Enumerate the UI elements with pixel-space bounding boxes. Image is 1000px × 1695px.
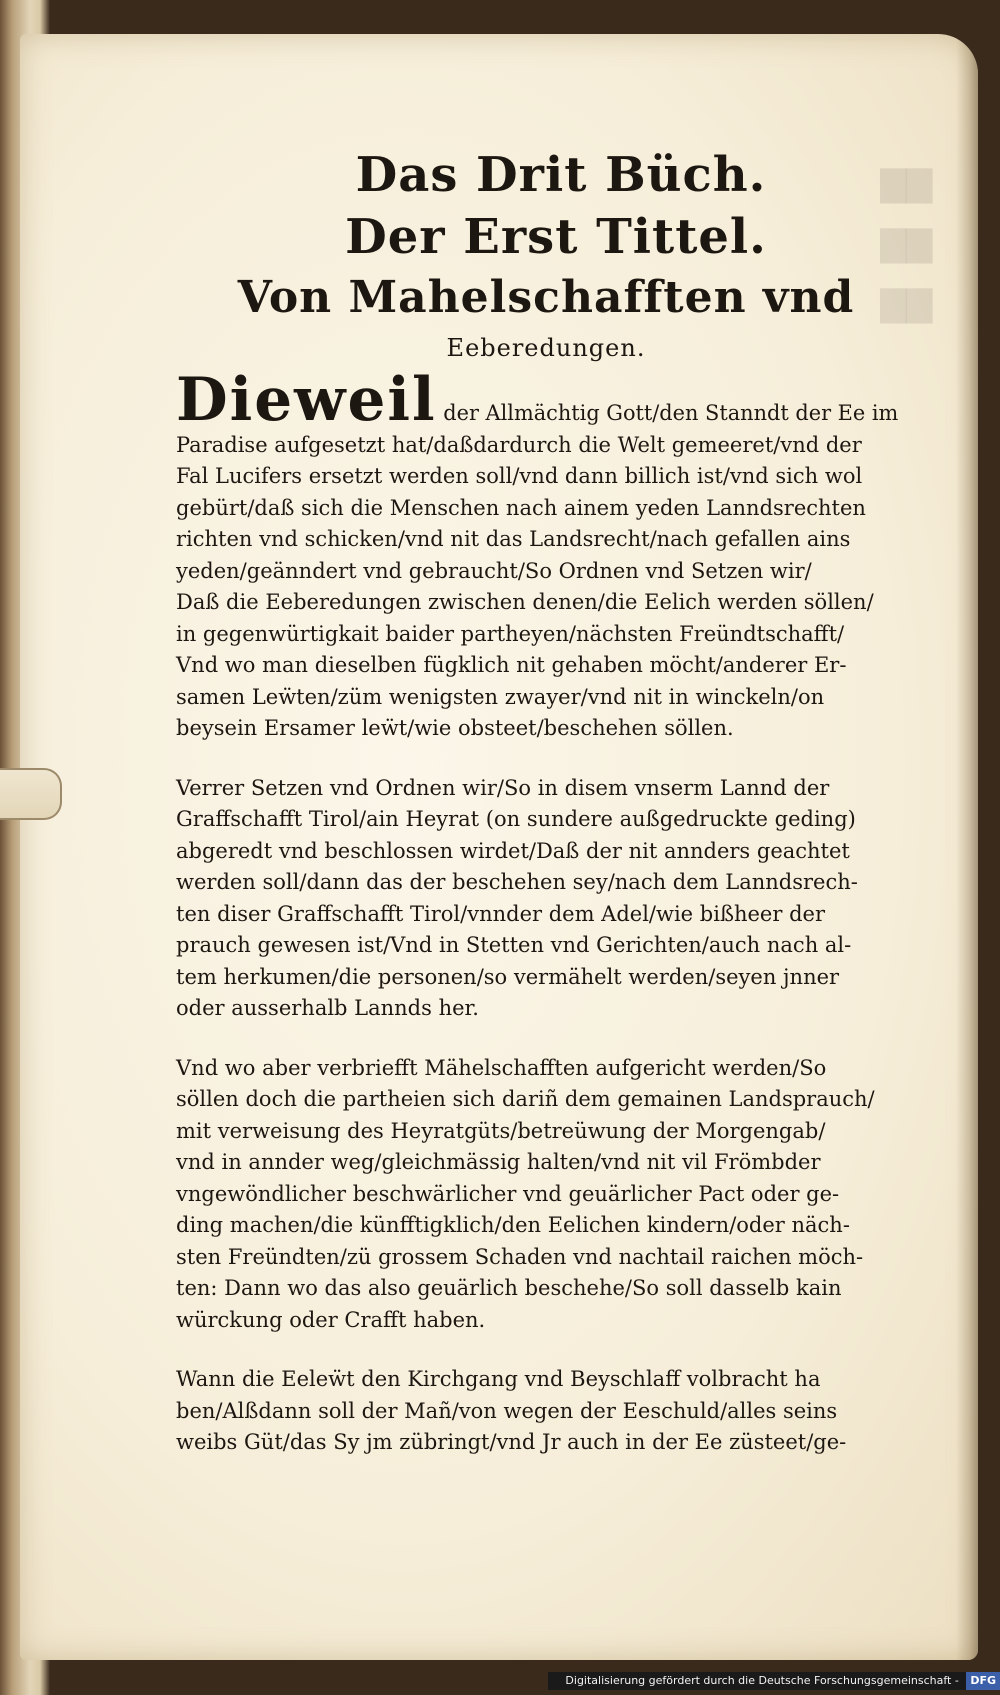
drop-cap: Dieweil [176,365,437,435]
text-line: sten Freündten/zü grossem Schaden vnd nachtail raichen möch- [176,1244,864,1269]
text-line: werden soll/dann das der beschehen sey/nach dem Lanndsrech- [176,870,858,894]
first-line-text: der Allmächtig Gott/den Stanndt der Ee im [443,401,899,425]
text-line: oder ausserhalb Lannds her. [176,996,479,1020]
credit-text: Digitalisierung gefördert durch die Deutsche Forschungsgemeinschaft - [565,1674,959,1687]
text-line: Graffschafft Tirol/ain Heyrat (on sundere außgedruckte geding) [176,807,856,831]
text-line: Daß die Eeberedungen zwischen denen/die Eelich werden söllen/ [176,590,874,614]
dfg-logo: DFG [966,1672,1000,1690]
paragraph-2 [176,773,916,1025]
page-text [176,144,916,1459]
text-line: weibs Güt/das Sy jm zübringt/vnd Jr auch in der Ee züsteet/ge- [176,1430,847,1454]
text-line: Verrer Setzen vnd Ordnen wir/So in disem vnserm Lannd der [176,775,830,800]
text-line: söllen doch die partheien sich dariñ dem gemainen Landsprauch/ [176,1087,875,1111]
paragraph-4 [176,1364,916,1459]
text-line: yeden/geänndert vnd gebraucht/So Ordnen vnd Setzen wir/ [176,558,812,583]
paragraph-gap [176,1025,916,1053]
digitization-credit [548,1672,1000,1690]
bookmark-ribbon [0,768,62,820]
text-line: Wann die Eeleẅt den Kirchgang vnd Beyschlaff volbracht ha [176,1367,821,1391]
text-line: Vnd wo aber verbriefft Mähelschafften aufgericht werden/So [176,1055,827,1080]
text-line: ding machen/die künfftigklich/den Eelichen kindern/oder näch- [176,1213,850,1237]
section-heading: Von Mahelschafften vnd [237,272,855,323]
section-subheading: Eeberedungen. [446,334,646,362]
bleed-through-shadow: ▇▇ ▇▇ ▇▇ [880,164,933,324]
text-line: mit verweisung des Heyratgüts/betreüwung der Morgengab/ [176,1118,826,1143]
text-line: vngewöndlicher beschwärlicher vnd geuärlicher Pact oder ge- [176,1181,840,1206]
paragraph-1-first-line [176,365,899,435]
text-line: ten: Dann wo das also geuärlich beschehe/So soll dasselb kain [176,1276,842,1300]
text-line: abgeredt vnd beschlossen wirdet/Daß der nit annders geachtet [176,838,850,863]
text-line: richten vnd schicken/vnd nit das Landsrecht/nach gefallen ains [176,527,851,551]
text-line: gebürt/daß sich die Menschen nach ainem yeden Lanndsrechten [176,495,866,520]
paragraph-3 [176,1053,916,1337]
text-line: beysein Ersamer leẅt/wie obsteet/beschehen söllen. [176,716,734,740]
text-line: Paradise aufgesetzt hat/daßdardurch die Welt gemeeret/vnd der [176,432,862,457]
text-line: ben/Alßdann soll der Mañ/von wegen der Eeschuld/alles seins [176,1398,838,1423]
text-line: samen Leẅten/züm wenigsten zwayer/vnd nit in winckeln/on [176,684,825,709]
paragraph-1 [176,365,916,745]
text-line: Vnd wo man dieselben fügklich nit gehaben möcht/anderer Er- [176,653,847,677]
book-title: Das Drit Büch. [355,147,767,203]
text-line: ten diser Graffschafft Tirol/vnnder dem Adel/wie bißheer der [176,901,825,926]
text-line: tem herkumen/die personen/so vermähelt werden/seyen jnner [176,964,840,989]
paragraph-gap [176,1336,916,1364]
text-line: in gegenwürtigkait baider partheyen/nächsten Freündtschafft/ [176,621,845,646]
text-line: würckung oder Crafft haben. [176,1307,486,1332]
text-line: Fal Lucifers ersetzt werden soll/vnd dann billich ist/vnd sich wol [176,464,863,488]
title-heading: Der Erst Tittel. [345,209,767,265]
text-line: prauch gewesen ist/Vnd in Stetten vnd Gerichten/auch nach al- [176,933,852,957]
paragraph-gap [176,745,916,773]
text-line: vnd in annder weg/gleichmässig halten/vnd nit vil Frömbder [176,1150,821,1174]
